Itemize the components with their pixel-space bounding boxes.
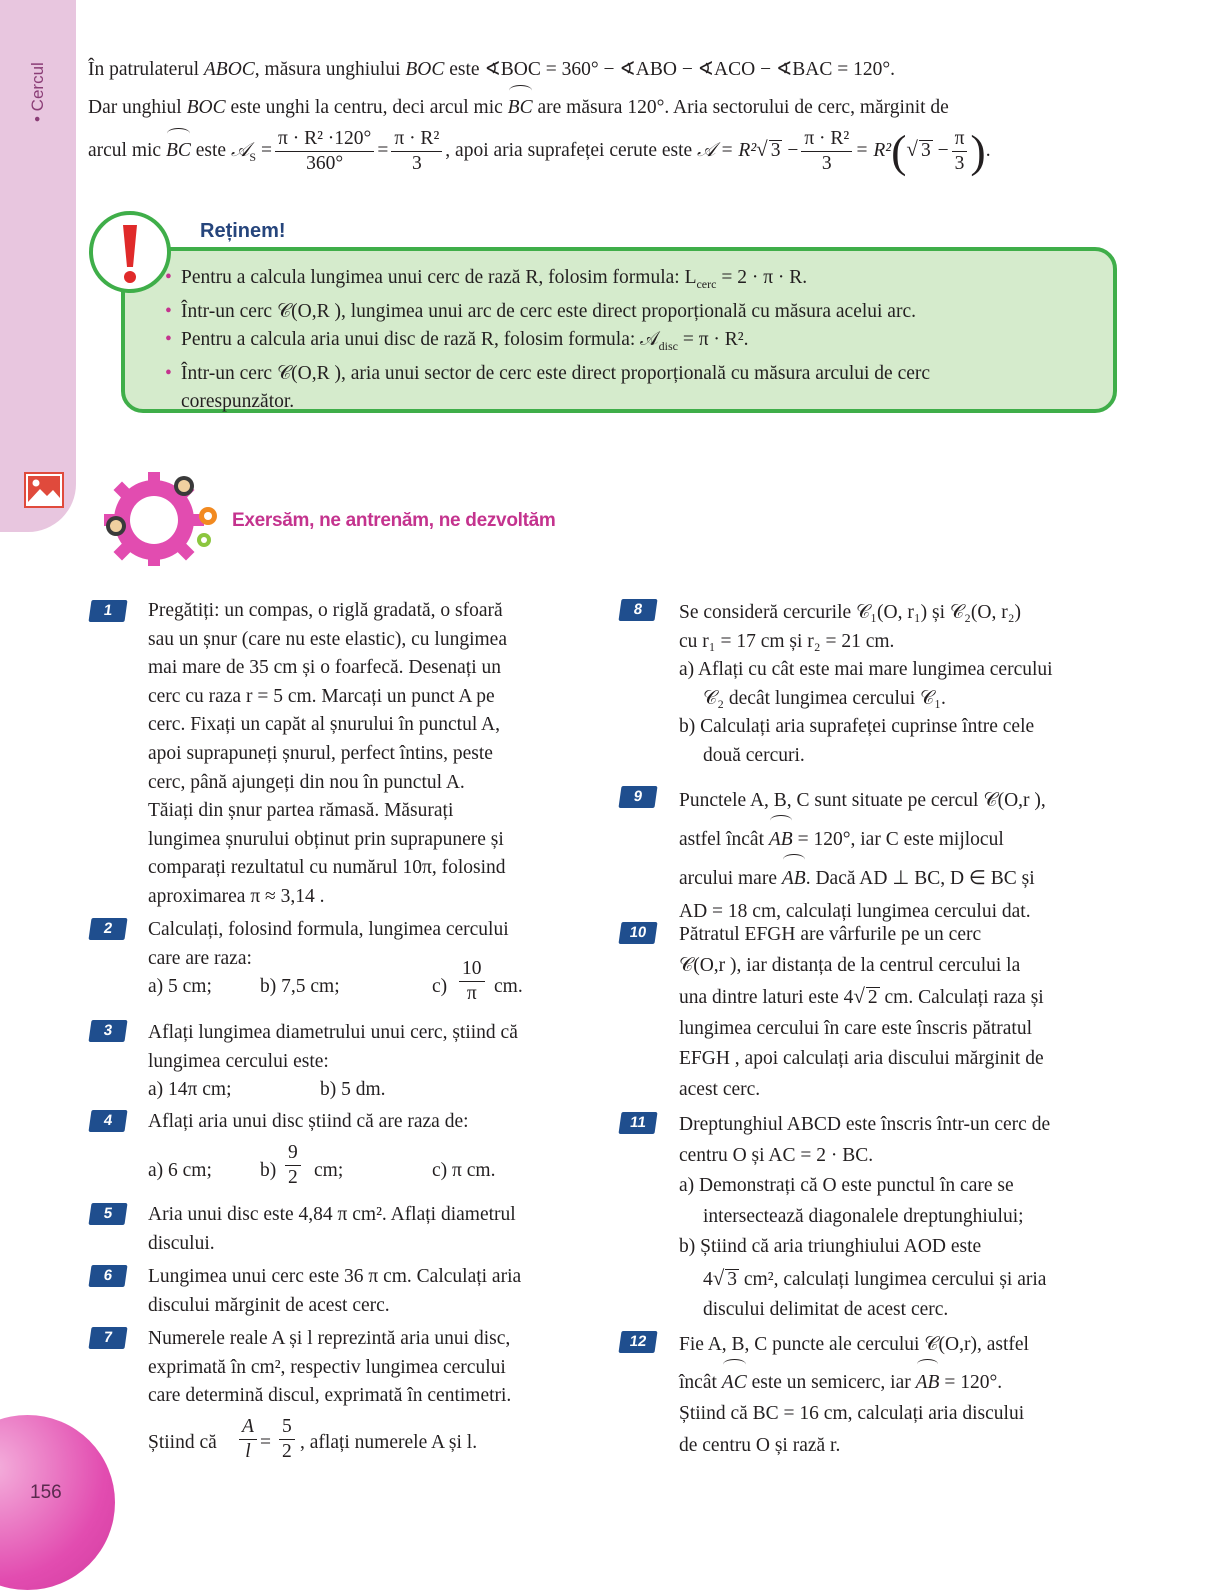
text: = π · R². <box>677 328 749 350</box>
exercise-2 <box>148 916 598 1013</box>
area-symbol: 𝒜 <box>230 139 250 161</box>
denominator: 360° <box>306 153 344 174</box>
denominator: 2 <box>282 1440 292 1462</box>
chapter-label: • Cercul <box>28 62 47 122</box>
sqrt-icon: √ <box>712 1265 725 1290</box>
denominator: 3 <box>821 153 832 174</box>
intro-paragraph <box>88 55 1128 176</box>
options-row <box>148 1137 598 1197</box>
exclamation-glyph <box>93 215 167 289</box>
option-c: c) <box>432 976 448 998</box>
text: Pătratul EFGH are vârfurile pe un cerc <box>679 924 982 945</box>
text: b) Calculați aria suprafeței cuprinse între cele <box>679 716 1035 738</box>
numerator: π · R² <box>801 127 852 152</box>
text: 𝒞(O,r ), iar distanța de la centrul cercului la <box>679 954 1021 976</box>
text: aproximarea π ≈ 3,14 . <box>148 885 325 907</box>
text: Tăiați din șnur partea rămasă. Măsurați <box>148 800 454 822</box>
fraction <box>952 127 968 176</box>
text: este unghi la centru, deci arcul mic <box>225 97 508 118</box>
text: Fie A, B, C puncte ale cercului 𝒞(O,r), astfel <box>679 1334 1029 1355</box>
text: cm², calculați lungimea cercului și aria <box>739 1268 1047 1290</box>
text: exprimată în cm², respectiv lungimea cercului <box>148 1356 506 1378</box>
text: BOC <box>186 97 226 118</box>
arc-ac: AC <box>722 1361 747 1399</box>
text: lungimea șnurului obținut prin suprapunere și <box>148 828 504 850</box>
text: arcul mic <box>88 139 166 161</box>
text: intersectează diagonalele dreptunghiului; <box>703 1205 1024 1227</box>
exercise-9 <box>679 784 1139 928</box>
fraction <box>275 127 374 176</box>
radicand: 3 <box>920 139 931 161</box>
fraction <box>279 1415 295 1464</box>
numerator: 10 <box>459 957 485 982</box>
condition-row <box>148 1411 598 1471</box>
text: Aflați lungimea diametrului unui cerc, știind că <box>148 1022 518 1043</box>
text: Într-un cerc 𝒞(O,R ), aria unui sector de cerc este direct proporțională cu măsura arcului de cerc <box>181 362 931 384</box>
option-a: a) 6 cm; <box>148 1159 212 1181</box>
text: lungimea cercului este: <box>148 1050 329 1072</box>
text: = R² <box>855 139 892 161</box>
fraction <box>801 127 852 176</box>
exercise-number-badge: 4 <box>88 1110 127 1132</box>
text: = <box>377 139 389 161</box>
exercise-7 <box>148 1325 598 1471</box>
exercise-11 <box>679 1110 1139 1326</box>
exercise-4 <box>148 1108 598 1197</box>
option-b: b) <box>260 1159 277 1181</box>
text: cu r₁ = 17 cm și r₂ = 21 cm. <box>679 630 895 652</box>
arc-bc: BC <box>166 130 191 166</box>
intro-line-2 <box>88 87 1128 123</box>
ex10-line-3 <box>679 981 1139 1014</box>
numerator: π · R² ·120° <box>275 127 374 152</box>
text: = 2 · π · R. <box>716 267 808 288</box>
text: Pentru a calcula lungimea unui cerc de rază R, folosim formula: L <box>181 267 697 288</box>
text: ABOC <box>203 59 255 80</box>
denominator: 3 <box>411 153 422 174</box>
text: cerc, până ajungeți din nou în punctul A. <box>148 771 465 793</box>
text: care determină discul, exprimată în centimetri. <box>148 1385 512 1407</box>
text: cerc. Fixați un capăt al șnurului în punctul A, <box>148 714 500 736</box>
sqrt-icon: √ <box>756 136 768 161</box>
text: = <box>256 139 272 161</box>
numerator: π <box>952 127 968 152</box>
exercises-title: Exersăm, ne antrenăm, ne dezvoltăm <box>232 510 556 531</box>
text: , apoi aria suprafeței cerute este <box>445 139 698 161</box>
text: , măsura unghiului <box>254 59 406 80</box>
denominator: 3 <box>954 153 965 174</box>
text: − <box>782 139 799 161</box>
exercise-number-badge: 12 <box>618 1331 657 1353</box>
text: comparați rezultatul cu numărul 10π, folosind <box>148 857 506 879</box>
retinem-item <box>165 264 1105 298</box>
intro-line-1 <box>88 55 1128 85</box>
exercise-number-badge: 3 <box>88 1020 127 1042</box>
exercise-12 <box>679 1329 1139 1461</box>
text: de centru O și rază r. <box>679 1434 841 1456</box>
subscript: disc <box>658 338 678 353</box>
arc-bc: BC <box>508 87 533 123</box>
radicand: 3 <box>727 1268 738 1290</box>
text: discului. <box>148 1232 215 1254</box>
exercise-10 <box>679 920 1139 1105</box>
text: BOC <box>405 59 445 80</box>
page-number: 156 <box>30 1482 62 1503</box>
exercise-number-badge: 10 <box>618 922 657 944</box>
text: astfel încât <box>679 829 769 850</box>
text: Lungimea unui cerc este 36 π cm. Calculați aria <box>148 1266 522 1287</box>
text: Calculați, folosind formula, lungimea cercului <box>148 919 509 940</box>
angle-equation: ∢BOC = 360° − ∢ABO − ∢ACO − ∢BAC = 120°. <box>484 59 896 80</box>
text: este <box>444 59 485 80</box>
text: = <box>260 1431 271 1453</box>
arc-ab: AB <box>916 1361 940 1399</box>
paren: ) <box>970 125 986 177</box>
text: = 120°. <box>939 1371 1003 1393</box>
text: Aflați aria unui disc știind că are raza de: <box>148 1111 469 1132</box>
exercise-1 <box>148 597 598 912</box>
radicand: 3 <box>770 139 781 161</box>
exercise-5 <box>148 1201 598 1258</box>
denominator: π <box>466 983 477 1005</box>
text: b) Știind că aria triunghiului AOD este <box>679 1236 982 1257</box>
option-a: a) 14π cm; <box>148 1079 232 1101</box>
exercise-number-badge: 2 <box>88 918 127 940</box>
options-row <box>148 1076 598 1105</box>
exercise-number-badge: 6 <box>88 1265 127 1287</box>
exercise-6 <box>148 1263 598 1320</box>
image-icon[interactable] <box>24 472 64 508</box>
intro-line-3 <box>88 127 1128 176</box>
text: mai mare de 35 cm și o foarfecă. Desenați un <box>148 657 502 679</box>
numerator: 9 <box>285 1141 301 1166</box>
text: lungimea cercului în care este înscris pătratul <box>679 1017 1033 1039</box>
text: Pentru a calcula aria unui disc de rază R, folosim formula: 𝒜 <box>181 328 659 350</box>
text: , aflați numerele A și l. <box>300 1431 478 1453</box>
retinem-item <box>165 360 1105 416</box>
text: are măsura 120°. Aria sectorului de cerc, mărginit de <box>532 97 949 118</box>
text: cerc cu raza r = 5 cm. Marcați un punct A pe <box>148 685 495 707</box>
exercise-8 <box>679 599 1139 771</box>
arc-ab: AB <box>782 856 806 895</box>
text: Punctele A, B, C sunt situate pe cercul 𝒞(O,r ), <box>679 790 1046 811</box>
text: discului mărginit de acest cerc. <box>148 1294 390 1316</box>
text: cm. Calculați raza și <box>879 987 1044 1008</box>
numerator: π · R² <box>391 127 442 152</box>
text: două cercuri. <box>703 744 805 766</box>
fraction <box>391 127 442 176</box>
gears-icon <box>86 466 226 566</box>
text: acest cerc. <box>679 1078 761 1100</box>
sqrt-icon: √ <box>853 984 865 1008</box>
exercise-number-badge: 9 <box>618 786 657 808</box>
text: discului delimitat de acest cerc. <box>703 1299 949 1320</box>
ex11-line-6 <box>679 1263 1139 1296</box>
retinem-list <box>165 264 1105 416</box>
text: Se consideră cercurile 𝒞₁(O, r₁) și 𝒞₂(O, r₂) <box>679 602 1022 623</box>
text: care are raza: <box>148 947 252 969</box>
option-b: b) 5 dm. <box>320 1079 386 1101</box>
text: cm. <box>494 976 523 998</box>
text: Aria unui disc este 4,84 π cm². Aflați diametrul <box>148 1204 516 1225</box>
radicand: 2 <box>867 987 878 1008</box>
text: În patrulaterul <box>88 59 204 80</box>
text: EFGH , apoi calculați aria discului mărginit de <box>679 1048 1044 1069</box>
retinem-item <box>165 298 1105 326</box>
retinem-title: Reținem! <box>200 220 286 242</box>
text: . Dacă AD ⊥ BC, D ∈ BC și <box>805 868 1035 889</box>
exercise-3 <box>148 1019 598 1105</box>
exercise-number-badge: 7 <box>88 1327 127 1349</box>
text: . <box>985 139 991 161</box>
fraction <box>459 957 485 1006</box>
ex9-line-3 <box>679 856 1139 895</box>
ex9-line-2 <box>679 817 1139 856</box>
text: cm; <box>314 1159 344 1181</box>
text: Știind că <box>148 1431 217 1453</box>
text: Numerele reale A și l reprezintă aria unui disc, <box>148 1328 511 1349</box>
numerator: 5 <box>279 1415 295 1440</box>
text: 𝒞₂ decât lungimea cercului 𝒞₁. <box>703 687 946 709</box>
fraction <box>239 1415 257 1464</box>
ex12-line-2 <box>679 1361 1139 1399</box>
exercise-number-badge: 5 <box>88 1203 127 1225</box>
text: este un semicerc, iar <box>746 1371 916 1393</box>
sqrt-icon: √ <box>906 136 918 161</box>
paren: ( <box>891 125 907 177</box>
subscript: cerc <box>696 276 717 291</box>
text: centru O și AC = 2 · BC. <box>679 1144 874 1166</box>
text: arcului mare <box>679 868 782 889</box>
text: a) Demonstrați că O este punctul în care se <box>679 1175 1014 1196</box>
denominator: l <box>245 1440 251 1462</box>
text: este <box>190 139 231 161</box>
text: 𝒜 = R² <box>697 139 757 161</box>
text: apoi suprapuneți șnurul, perfect întins, peste <box>148 742 493 764</box>
text: sau un șnur (care nu este elastic), cu lungimea <box>148 628 507 650</box>
text: AD = 18 cm, calculați lungimea cercului dat. <box>679 901 1031 922</box>
option-a: a) 5 cm; <box>148 976 212 998</box>
text: Dar unghiul <box>88 97 187 118</box>
text: a) Aflați cu cât este mai mare lungimea cercului <box>679 659 1053 681</box>
arc-ab: AB <box>769 817 793 856</box>
text: 4 <box>703 1268 713 1290</box>
text: Dreptunghiul ABCD este înscris într-un cerc de <box>679 1114 1051 1135</box>
text: Într-un cerc 𝒞(O,R ), lungimea unui arc de cerc este direct proporțională cu măsura acelui arc. <box>181 300 916 322</box>
fraction <box>285 1141 301 1190</box>
exercise-number-badge: 1 <box>88 600 127 622</box>
exercise-number-badge: 8 <box>618 599 657 621</box>
text: − <box>932 139 949 161</box>
option-c: c) π cm. <box>432 1159 496 1181</box>
text: corespunzător. <box>181 390 295 412</box>
subscript: S <box>249 149 257 164</box>
text: Știind că BC = 16 cm, calculați aria discului <box>679 1403 1025 1424</box>
denominator: 2 <box>288 1166 298 1188</box>
text: una dintre laturi este 4 <box>679 987 854 1008</box>
text: Pregătiți: un compas, o riglă gradată, o sfoară <box>148 600 503 621</box>
exclamation-icon <box>89 211 171 293</box>
numerator: A <box>239 1415 257 1440</box>
text: încât <box>679 1371 722 1393</box>
exercise-number-badge: 11 <box>618 1112 657 1134</box>
retinem-item <box>165 326 1105 360</box>
option-b: b) 7,5 cm; <box>260 976 340 998</box>
text: = 120°, iar C este mijlocul <box>792 829 1004 850</box>
